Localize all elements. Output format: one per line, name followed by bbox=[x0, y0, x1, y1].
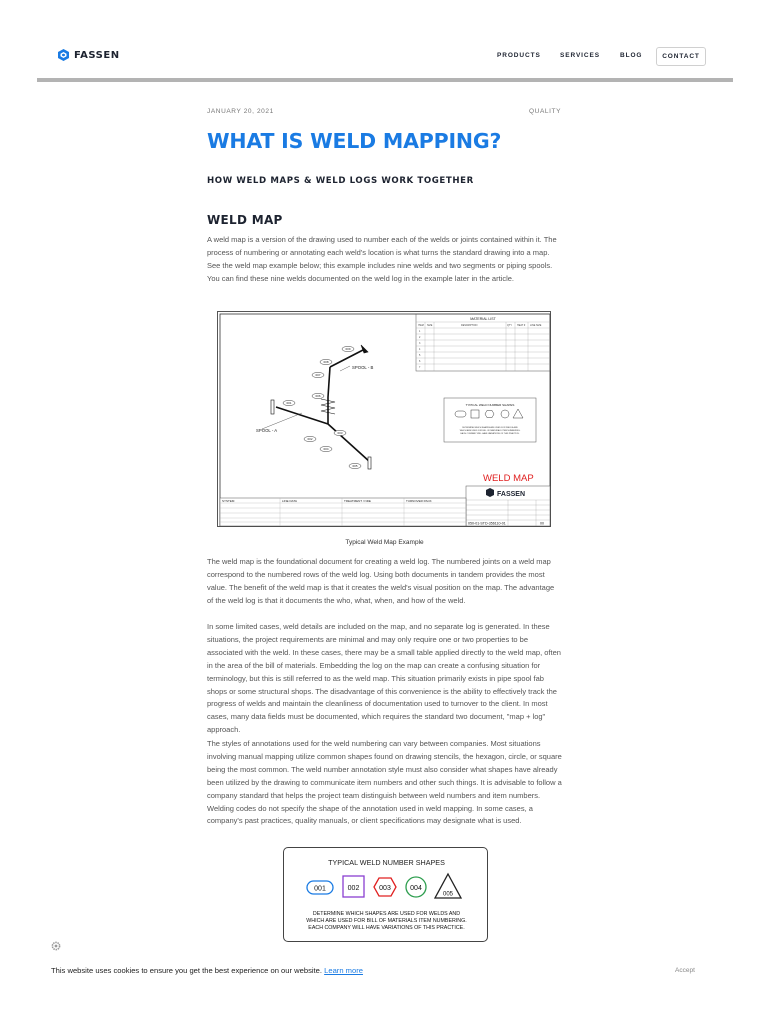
nav-products[interactable]: PRODUCTS bbox=[497, 52, 541, 59]
contact-button[interactable]: CONTACT bbox=[656, 47, 706, 66]
weld-number-shapes-card bbox=[283, 847, 488, 942]
tb-system: SYSTEM bbox=[222, 499, 235, 503]
shapes-note-line: WHICH ARE USED FOR BILL OF MATERIALS ITEM NUMBERING. bbox=[306, 918, 467, 924]
weld-tag: 004 bbox=[323, 447, 329, 451]
brand-logo[interactable] bbox=[58, 49, 120, 61]
weld-tags bbox=[283, 346, 361, 468]
svg-text:WHICH ARE USED FOR BILL OF MAT: WHICH ARE USED FOR BILL OF MATERIALS ITEM NUMBERING. bbox=[459, 430, 521, 432]
spool-a-label: SPOOL - A bbox=[256, 428, 278, 433]
shape-label: 001 bbox=[314, 885, 326, 893]
paragraph-intro: A weld map is a version of the drawing used to number each of the welds or joints contained within it. The process of numbering or annotating each weld's location is what turns the standard drawing into a map. See the weld map example below; this example includes nine welds and two segments or piping spools. You can find these nine welds documented on the weld log in the example later in the article. bbox=[207, 235, 557, 283]
weld-tag: 003 bbox=[337, 431, 343, 435]
learn-more-link[interactable]: Learn more bbox=[324, 966, 363, 975]
paragraph-annotation-styles: The styles of annotations used for the weld numbering can vary between companies. Most situations involving manual mapping utilize common shapes found on drawing stencils, the hexagon, circle, or square being the most common. The weld number annotation style must also consider what shapes have already been utilized by the drawing to communicate item numbers and other such things. It is advisable to follow a company standard that helps the project team distinguish between weld numbers and item numbers. Welding codes do not specify the shape of the annotation used in weld mapping. In some cases, a company's past practices, quality manuals, or client specifications may designate what is used. bbox=[207, 739, 562, 826]
weld-tag: 002 bbox=[307, 437, 313, 441]
shapes-note-line: DETERMINE WHICH SHAPES ARE USED FOR WELDS AND bbox=[312, 911, 461, 917]
paragraph-foundation: The weld map is the foundational document for creating a weld log. The numbered joints on a weld map correspond to the numbered rows of the weld log. Using both documents in tandem provides the most value. The benefit of the weld map is that it creates the weld's visual position on the map. The advantage of the weld log is that it documents the who, what, when, and how of the weld. bbox=[207, 557, 555, 605]
ml-head-heat: HEAT # bbox=[517, 324, 526, 327]
revision-number: 00 bbox=[540, 521, 544, 526]
cookie-banner bbox=[51, 966, 363, 975]
accept-cookies-button[interactable]: Accept bbox=[675, 967, 695, 974]
legend-title: TYPICAL WELD NUMBER SHAPES bbox=[465, 403, 515, 407]
post-date: JANUARY 20, 2021 bbox=[207, 108, 274, 115]
shape-label: 005 bbox=[442, 891, 454, 898]
nav-blog[interactable]: BLOG bbox=[620, 52, 643, 59]
shape-label: 004 bbox=[410, 885, 422, 892]
shape-label: 002 bbox=[347, 885, 360, 892]
cookie-message: This website uses cookies to ensure you get the best experience on our website. bbox=[51, 966, 322, 975]
ml-row-num: 7 bbox=[419, 366, 421, 369]
fassen-logo-icon bbox=[58, 49, 69, 61]
gear-icon[interactable] bbox=[51, 941, 61, 951]
tb-line-data: LINE DATA bbox=[282, 499, 298, 503]
ml-row-num: 2 bbox=[419, 336, 421, 339]
ml-head-desc: DESCRIPTION bbox=[461, 324, 478, 327]
ml-row-num: 3 bbox=[419, 342, 421, 345]
brand-name: FASSEN bbox=[74, 49, 120, 61]
header-divider bbox=[37, 78, 733, 82]
title-block-brand: FASSEN bbox=[497, 491, 526, 498]
shape-label: 003 bbox=[379, 885, 391, 892]
nav-services[interactable]: SERVICES bbox=[560, 52, 600, 59]
paragraph-limited-cases: In some limited cases, weld details are included on the map, and no separate log is generated. In these situations, the project requirements are minimal and may only require one or two properties to be associated with the weld. In these cases, there may be a small table applied directly to the weld map, often in the area of the bill of materials. Embedding the log on the map can create a confusing situation for terminology, but this is still referred to as the weld map. This situation primarily exists in pipe spool fab shops or some structural shops. The disadvantage of this convenience is the ability to effectively track the progress of welds and maintain the cleanliness of documentation used to turnover to the client. In most cases, many data fields must be documented, which requires the standard two document, "map + log" approach. bbox=[207, 622, 561, 735]
ml-row-num: 6 bbox=[419, 360, 421, 363]
page-title: WHAT IS WELD MAPPING? bbox=[207, 129, 502, 153]
shapes-card-title: TYPICAL WELD NUMBER SHAPES bbox=[328, 858, 445, 867]
weld-tag: 007 bbox=[315, 373, 321, 377]
site-header bbox=[37, 36, 733, 78]
weld-map-drawing bbox=[218, 312, 552, 528]
ml-head-item: ITEM bbox=[418, 324, 424, 327]
ml-row-num: 5 bbox=[419, 354, 421, 357]
weld-tag: 005 bbox=[352, 464, 358, 468]
ml-head-line: LINE SIZE bbox=[530, 324, 542, 327]
post-category[interactable]: QUALITY bbox=[529, 108, 562, 115]
svg-text:EACH COMPANY WILL HAVE VARIATI: EACH COMPANY WILL HAVE VARIATIONS OF THIS PRACTICE. bbox=[460, 433, 520, 435]
tb-treatment: TREATMENT / NDE bbox=[344, 499, 371, 503]
ml-head-size: SIZE bbox=[427, 324, 433, 327]
ml-head-qty: QTY bbox=[507, 324, 512, 327]
weld-tag: 009 bbox=[345, 347, 351, 351]
figure-caption: Typical Weld Map Example bbox=[345, 539, 424, 546]
ml-row-num: 4 bbox=[419, 348, 421, 351]
weld-map-figure bbox=[217, 311, 551, 527]
ml-row-num: 1 bbox=[419, 330, 421, 333]
weld-tag: 006 bbox=[315, 394, 321, 398]
tb-turnover: TURNOVER PACK bbox=[406, 499, 432, 503]
spool-b-label: SPOOL - B bbox=[352, 365, 374, 370]
legend-note: DETERMINE WHICH SHAPES ARE USED FOR WELDS AND bbox=[462, 427, 518, 429]
weld-map-red-label: WELD MAP bbox=[483, 473, 534, 484]
material-list-title: MATERIAL LIST bbox=[470, 317, 496, 321]
weld-tag: 008 bbox=[323, 360, 329, 364]
page-subtitle: HOW WELD MAPS & WELD LOGS WORK TOGETHER bbox=[207, 176, 474, 186]
shapes-note-line: EACH COMPANY WILL HAVE VARIATIONS OF THIS PRACTICE. bbox=[308, 925, 465, 931]
section-heading-weld-map: WELD MAP bbox=[207, 213, 283, 227]
drawing-number: 050-01-STD-356110-01 bbox=[468, 521, 506, 526]
weld-shapes-diagram bbox=[284, 848, 489, 943]
weld-tag: 001 bbox=[286, 401, 292, 405]
